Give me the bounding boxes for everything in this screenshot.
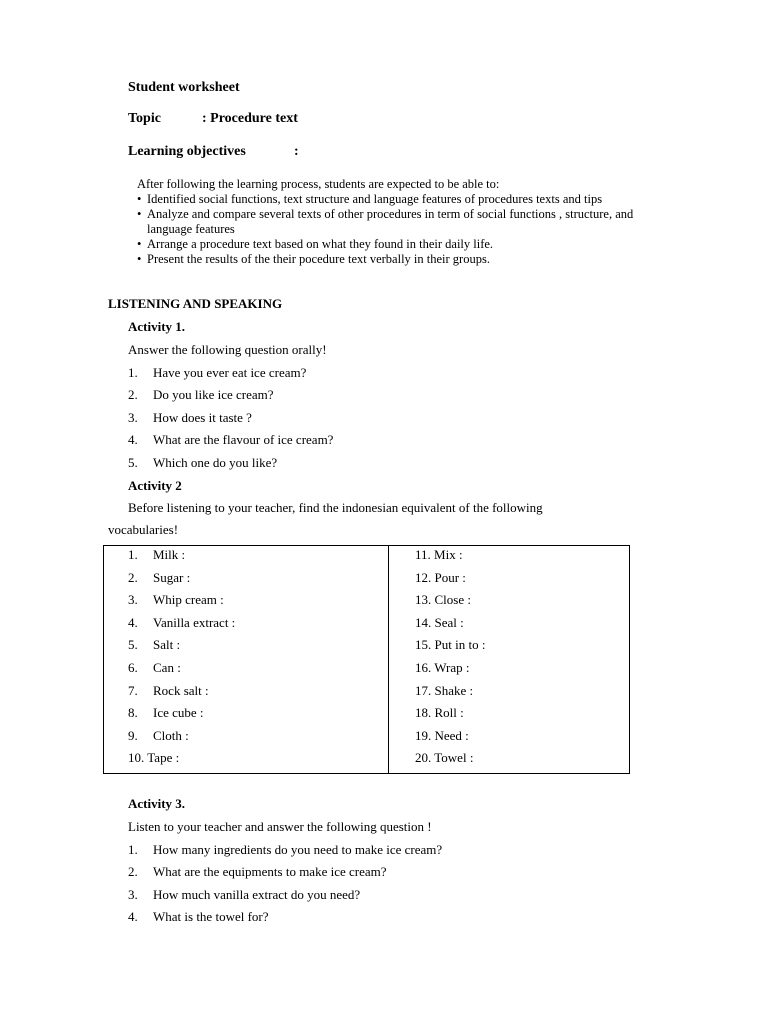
list-item [128, 432, 333, 448]
objectives-intro: After following the learning process, students are expected to be able to: [137, 177, 500, 191]
item-number: 4. [128, 432, 138, 447]
vocabulary-table [103, 545, 630, 774]
list-item [128, 864, 387, 880]
item-text: How does it taste ? [153, 410, 252, 425]
list-item [128, 410, 252, 426]
item-text: How many ingredients do you need to make ice cream? [153, 842, 443, 857]
item-text: Have you ever eat ice cream? [153, 365, 307, 380]
section-heading: LISTENING AND SPEAKING [108, 296, 283, 311]
item-text: What are the flavour of ice cream? [153, 432, 334, 447]
list-item [128, 387, 274, 403]
table-row [128, 591, 388, 614]
table-row: 19. Need : [415, 727, 469, 743]
item-number: 2. [128, 569, 138, 585]
item-number: 2. [128, 864, 138, 879]
activity2-title: Activity 2 [128, 478, 182, 493]
vocab-word: Milk : [153, 547, 186, 562]
objective-item: • Arrange a procedure text based on what they found in their daily life. [137, 237, 677, 252]
vocab-word: Tape : [147, 750, 180, 766]
item-number: 8. [128, 705, 138, 721]
item-number: 1. [128, 842, 138, 857]
table-row [128, 682, 388, 705]
item-number: 2. [128, 387, 138, 402]
table-row [128, 614, 388, 637]
topic-value: : Procedure text [202, 111, 298, 126]
vocab-word: Rock salt : [153, 682, 209, 698]
activity2-instruction-cont: vocabularies! [108, 522, 179, 537]
table-row [128, 569, 388, 592]
vocabulary-column-right [389, 546, 630, 774]
objectives-colon: : [294, 144, 299, 159]
table-row [128, 659, 388, 682]
vocab-word: Sugar : [153, 569, 191, 585]
item-number: 4. [128, 614, 138, 630]
objective-item: • Identified social functions, text structure and language features of procedures texts and tips [137, 192, 677, 207]
vocab-word: Can : [153, 659, 181, 675]
item-text: How much vanilla extract do you need? [153, 887, 361, 902]
vocab-word: Cloth : [153, 727, 189, 743]
objectives-label: Learning objectives [128, 144, 246, 159]
worksheet-title: Student worksheet [128, 80, 240, 95]
objective-item: • Analyze and compare several texts of other procedures in term of social functions , structure, and language features [137, 207, 677, 237]
vocab-word: Ice cube : [153, 705, 204, 721]
list-item [128, 887, 360, 903]
activity1-instruction: Answer the following question orally! [128, 342, 327, 357]
vocab-word: Vanilla extract : [153, 614, 236, 630]
table-row [128, 749, 388, 772]
list-item [128, 909, 269, 925]
item-number: 3. [128, 887, 138, 902]
item-number: 1. [128, 365, 138, 380]
activity3-instruction: Listen to your teacher and answer the following question ! [128, 819, 432, 834]
item-number: 5. [128, 455, 138, 470]
item-text: What are the equipments to make ice cream? [153, 864, 387, 879]
item-number: 3. [128, 410, 138, 425]
vocab-word: Salt : [153, 637, 181, 653]
activity1-title: Activity 1. [128, 319, 186, 334]
topic-label: Topic [128, 111, 161, 126]
item-number: 7. [128, 682, 138, 698]
table-row: 16. Wrap : [415, 659, 470, 675]
item-number: 10. [128, 750, 145, 766]
item-text: Which one do you like? [153, 455, 278, 470]
table-row: 18. Roll : [415, 705, 464, 721]
objectives-list [137, 177, 677, 267]
item-number: 3. [128, 592, 138, 608]
item-text: Do you like ice cream? [153, 387, 274, 402]
table-row: 17. Shake : [415, 682, 474, 698]
table-row: 15. Put in to : [415, 637, 486, 653]
item-number: 5. [128, 637, 138, 653]
table-row [128, 704, 388, 727]
table-row: 14. Seal : [415, 614, 464, 630]
item-number: 1. [128, 547, 138, 562]
activity3-title: Activity 3. [128, 796, 186, 811]
item-number: 9. [128, 727, 138, 743]
item-text: What is the towel for? [153, 909, 269, 924]
table-row: 11. Mix : [415, 547, 463, 562]
table-row [128, 727, 388, 750]
activity2-instruction: Before listening to your teacher, find the indonesian equivalent of the following [128, 500, 543, 515]
item-number: 6. [128, 659, 138, 675]
list-item [128, 842, 442, 858]
list-item [128, 365, 306, 381]
objective-item: • Present the results of the their pocedure text verbally in their groups. [137, 252, 677, 267]
list-item [128, 455, 277, 471]
table-row: 20. Towel : [415, 750, 474, 766]
table-row: 12. Pour : [415, 569, 466, 585]
vocab-word: Whip cream : [153, 592, 224, 608]
item-number: 4. [128, 909, 138, 924]
table-row [128, 636, 388, 659]
table-row: 13. Close : [415, 592, 471, 608]
table-row [128, 546, 388, 569]
vocabulary-column-left [104, 546, 389, 774]
